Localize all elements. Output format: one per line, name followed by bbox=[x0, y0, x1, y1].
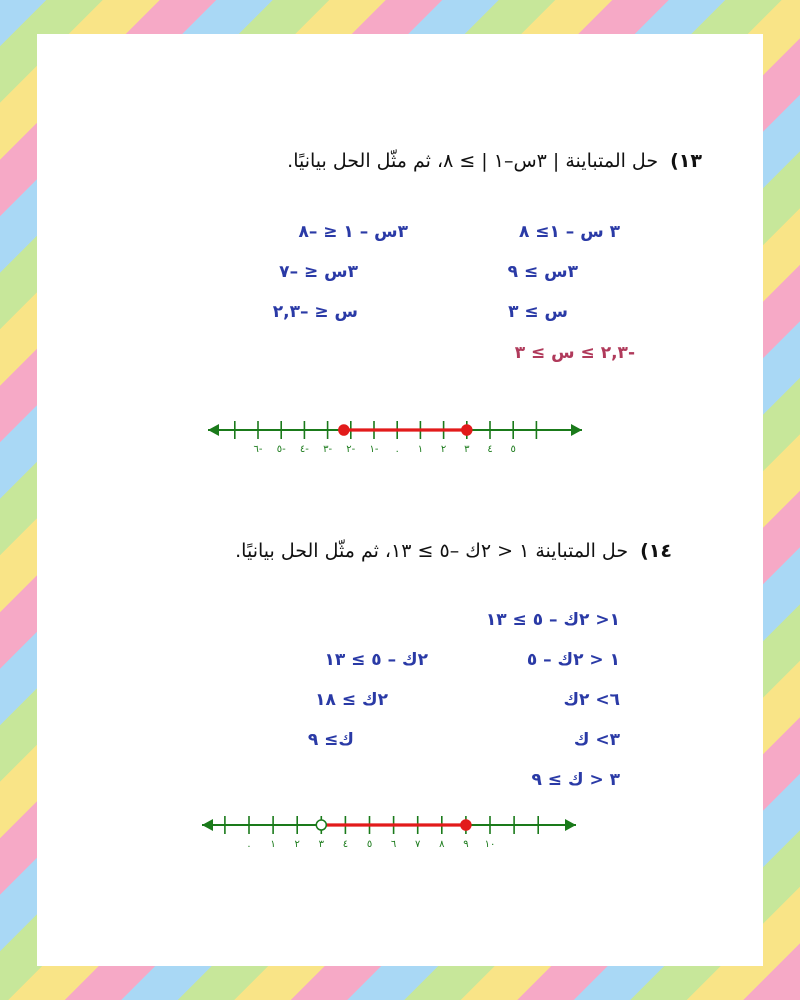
p13-right-step-4: -٢,٣ ≥ س ≥ ٣ bbox=[514, 343, 635, 363]
problem-14-number: ١٤) bbox=[640, 540, 672, 562]
problem-13-number: ١٣) bbox=[670, 150, 702, 172]
problem-14-text: حل المتباينة ١ < ٢ك –٥ ≥ ١٣، ثم مثّل الحل بيانيًا. bbox=[235, 540, 629, 562]
nl13-tick-label: ١ bbox=[417, 444, 424, 455]
nl13-tick-label: ٣- bbox=[323, 444, 333, 455]
nl14-tick-label: ٣ bbox=[318, 839, 324, 850]
nl13-tick-label: ٣ bbox=[464, 444, 470, 455]
nl13-tick-label: ٤- bbox=[299, 444, 309, 455]
nl14-tick-label: ٩ bbox=[463, 839, 469, 850]
nl13-tick-label: ٦- bbox=[253, 444, 263, 455]
nl14-left-endpoint bbox=[316, 820, 326, 830]
nl14-tick-label: ٧ bbox=[415, 839, 421, 850]
nl14-left-arrow-icon bbox=[202, 819, 213, 831]
nl14-tick-label: ٦ bbox=[390, 839, 397, 850]
p14-left-step-3: ك≥ ٩ bbox=[307, 730, 354, 750]
p13-left-step-1: ٣س – ١ ≤ –٨ bbox=[298, 222, 408, 242]
p14-right-step-1: ١ < ٢ك – ٥ bbox=[526, 650, 620, 670]
p13-right-step-1: ٣ س – ١≥ ٨ bbox=[518, 222, 620, 242]
nl13-tick-label: . bbox=[395, 444, 399, 455]
nl13-tick-label: ٢ bbox=[440, 444, 447, 455]
nl14-tick-label: ٤ bbox=[342, 839, 349, 850]
nl13-tick-label: ٥ bbox=[510, 444, 516, 455]
p14-left-step-2: ٢ك ≥ ١٨ bbox=[315, 690, 388, 710]
nl14-right-endpoint bbox=[461, 820, 471, 830]
nl13-tick-label: ٤ bbox=[487, 444, 493, 455]
p13-right-step-3: س ≥ ٣ bbox=[508, 302, 568, 322]
nl13-tick-label: ٢- bbox=[346, 444, 356, 455]
nl14-tick-label: ١٠ bbox=[484, 839, 496, 850]
p14-right-step-3: ٣> ك bbox=[573, 730, 620, 750]
p13-left-step-2: ٣س ≤ –٧ bbox=[279, 262, 358, 282]
nl14-tick-label: ٥ bbox=[366, 839, 373, 850]
p13-left-step-3: س ≤ –٢,٣ bbox=[272, 302, 358, 322]
p14-right-step-2: ٦> ٢ك bbox=[563, 690, 620, 710]
nl14-tick-label: ٨ bbox=[439, 839, 445, 850]
nl14-tick-label: . bbox=[247, 839, 251, 850]
problem-13-text: حل المتباينة | ٣س–١ | ≥ ٨، ثم مثّل الحل بيانيًا. bbox=[287, 150, 659, 172]
p14-right-step-4: ٣ < ك ≥ ٩ bbox=[531, 770, 620, 790]
nl13-tick-label: ٥- bbox=[276, 444, 286, 455]
nl14-right-arrow-icon bbox=[565, 819, 576, 831]
p14-top-step: ١< ٢ك – ٥ ≥ ١٣ bbox=[485, 610, 620, 630]
nl14-tick-label: ١ bbox=[270, 839, 276, 850]
p13-right-step-2: ٣س ≥ ٩ bbox=[507, 262, 578, 282]
nl13-tick-label: ١- bbox=[369, 444, 379, 455]
p14-left-step-1: ٢ك – ٥ ≥ ١٣ bbox=[324, 650, 428, 670]
nl14-tick-label: ٢ bbox=[294, 839, 300, 850]
